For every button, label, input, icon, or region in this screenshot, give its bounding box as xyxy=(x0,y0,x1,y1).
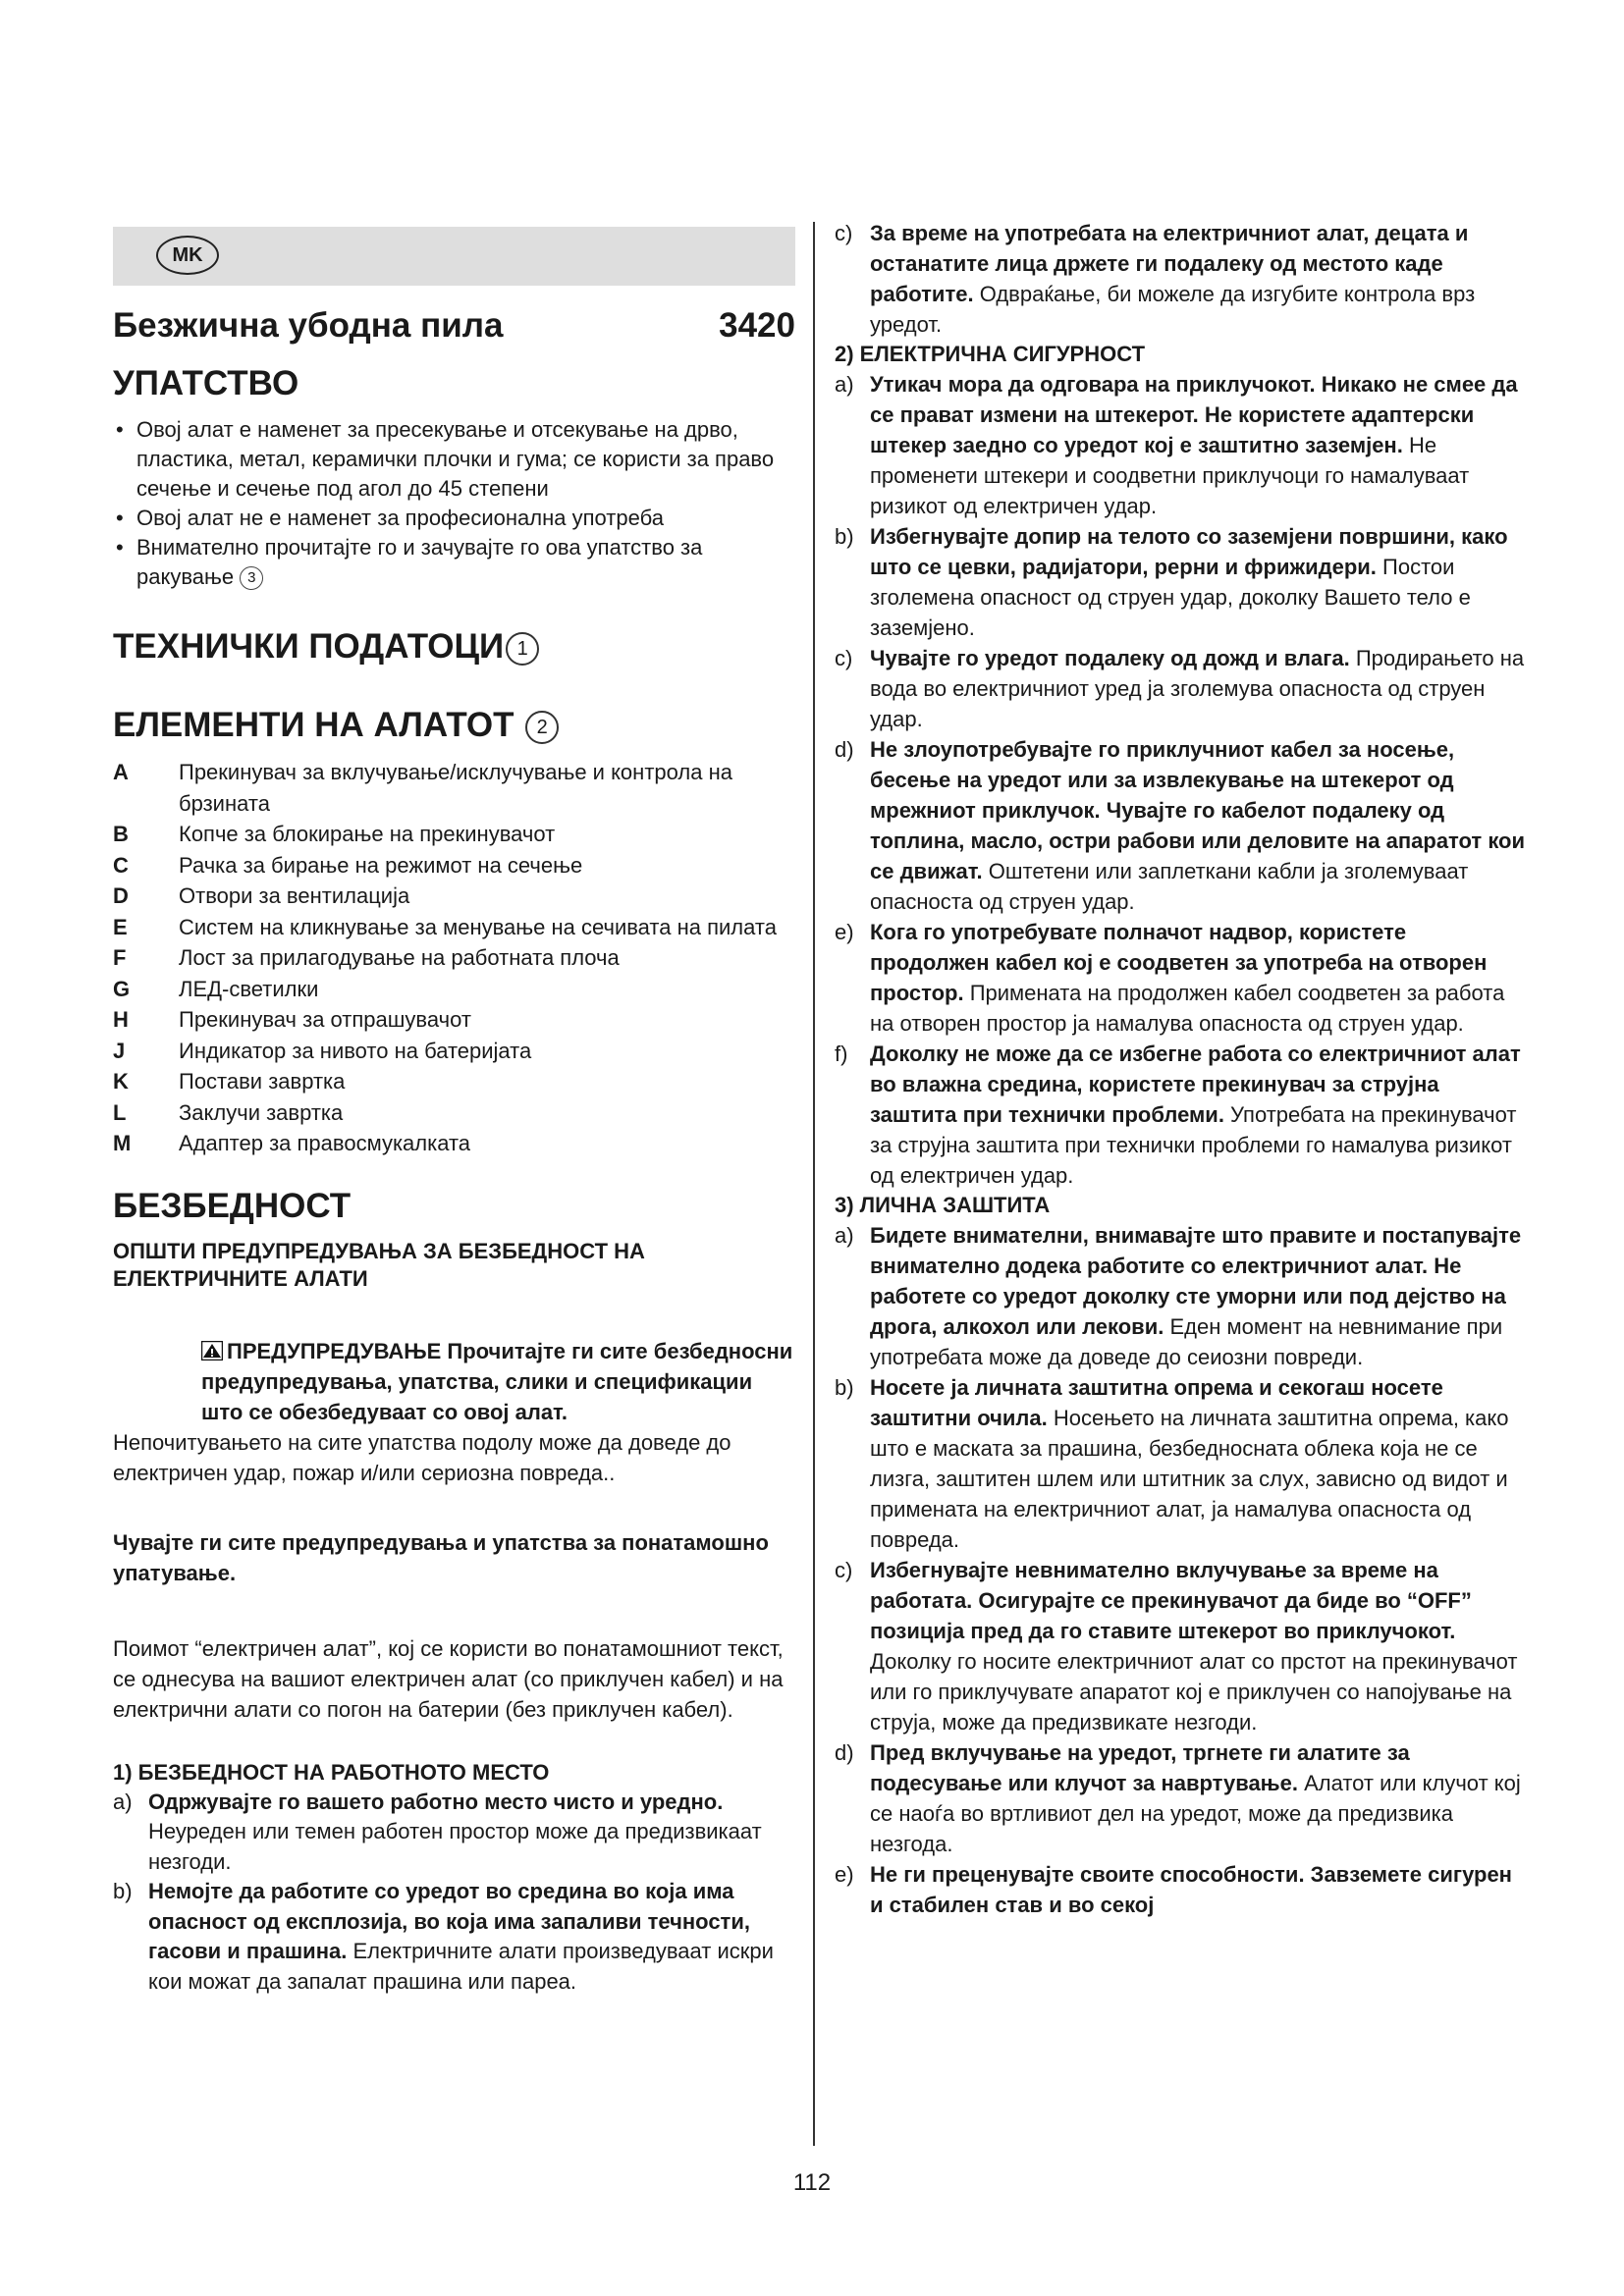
list-item: • Овој алат е наменет за пресекување и отсекување на дрво, пластика, метал, керамички плочки и гума; се користи за право сечење и сечење под агол до 45 степени xyxy=(113,415,795,504)
title-row xyxy=(113,307,795,345)
element-text: Адаптер за правосмукалката xyxy=(179,1131,471,1155)
warning-bold: ПРЕДУПРЕДУВАЊЕ Прочитајте ги сите безбедносни предупредувања, упатства, слики и спецификации што се обезбедуваат со овој алат. xyxy=(201,1338,793,1424)
item-text: Употребата на прекинувачот за струјна заштита при технички проблеми го намалува ризикот од електричен удар. xyxy=(870,1102,1517,1188)
element-text: Копче за блокирање на прекинувачот xyxy=(179,822,556,846)
list-item xyxy=(835,1372,1527,1555)
element-text: Заклучи завртка xyxy=(179,1099,344,1125)
element-letter: K xyxy=(113,1069,129,1094)
term-definition: Поимот “електричен алат”, кој се користи во понатамошниот текст, се однесува на вашиот електричен алат (со приклучен кабел) и на електрични алати со погон на батерии (без приклучен кабел). xyxy=(113,1635,784,1722)
element-text: Индикатор за нивото на батеријата xyxy=(179,1038,532,1063)
keep-instructions: Чувајте ги сите предупредувања и упатства за понатамошно упатување. xyxy=(113,1529,769,1585)
element-letter: B xyxy=(113,822,129,846)
item-label: e) xyxy=(835,1862,854,1887)
item-text: Електричните алати произведуваат искри кои можат да запалат прашина или пареа. xyxy=(148,1939,774,1994)
item-label: b) xyxy=(835,524,854,549)
warning-text: Непочитувањето на сите упатства подолу може да доведе до електричен удар, пожар и/или сериозна повреда.. xyxy=(113,1429,731,1485)
model-number: 3420 xyxy=(719,306,795,345)
item-label: d) xyxy=(835,1740,854,1765)
page-number: 112 xyxy=(792,2169,832,2196)
element-text: Прекинувач за отпрашувачот xyxy=(179,1007,471,1032)
item-label: b) xyxy=(835,1375,854,1400)
item-bold: Чувајте го уредот подалеку од дожд и влага. xyxy=(870,646,1350,670)
warning-block xyxy=(113,1336,795,1488)
list-item xyxy=(835,734,1527,917)
item-text: Примената на продолжен кабел соодветен за работа на отворен простор ја намалува опасноста од струен удар. xyxy=(870,981,1505,1036)
list-item xyxy=(835,218,1527,340)
item-text: Постои зголемена опасност од струен удар, доколку Вашето тело е заземјено. xyxy=(870,555,1471,640)
item-label: d) xyxy=(835,737,854,762)
item-text: Доколку го носите електричниот алат со прстот на прекинувачот или го приклучувате апаратот кој е приклучен со напојување на струја, може да предизвикате незгоди. xyxy=(870,1649,1518,1735)
element-text: Постави завртка xyxy=(179,1069,346,1094)
list-item xyxy=(113,1097,795,1129)
tool-elements-heading: ЕЛЕМЕНТИ НА АЛАТОТ 2 xyxy=(113,706,795,745)
warning-icon xyxy=(201,1341,223,1361)
item-text: Алатот или клучот кој се наоѓа во вртливиот дел на уредот, може да предизвика незгода. xyxy=(870,1771,1521,1856)
item-bold: Доколку не може да се избегне работа со електричниот алат во влажна средина, користете прекинувач за струјна заштита при технички проблеми. xyxy=(870,1041,1521,1127)
section-heading: 1) БЕЗБЕДНОСТ НА РАБОТНОТО МЕСТО xyxy=(113,1759,550,1785)
item-bold: Утикач мора да одговара на приклучокот. Никако не смее да се прават измени на штекерот. Не користете адаптерски штекер заедно со уредот кој е заштитно заземјен. xyxy=(870,372,1518,457)
left-column xyxy=(113,227,795,1997)
item-text: Еден момент на невнимание при употребата може да доведе до сеиозни повреди. xyxy=(870,1314,1503,1369)
element-letter: M xyxy=(113,1131,132,1155)
figure-ref: 1 xyxy=(506,632,539,666)
item-label: e) xyxy=(835,920,854,944)
tool-elements-list xyxy=(113,757,795,1159)
column-divider xyxy=(813,222,815,2146)
element-letter: A xyxy=(113,760,129,784)
element-text: Систем на кликнување за менување на сечивата на пилата xyxy=(179,914,777,939)
item-bold: Носете ја личната заштитна опрема и секогаш носете заштитни очила. xyxy=(870,1375,1443,1430)
item-label: c) xyxy=(835,221,853,245)
element-letter: H xyxy=(113,1007,129,1032)
item-bold: За време на употребата на електричниот алат, децата и останатите лица држете ги подалеку од местото каде работите. xyxy=(870,221,1469,306)
item-label: b) xyxy=(113,1879,133,1903)
list-item xyxy=(113,1004,795,1036)
section-2-list xyxy=(835,369,1527,1191)
item-label: c) xyxy=(835,646,853,670)
item-text: Носењето на личната заштитна опрема, како што е маската за прашина, безбедносната облека која не се лизга, заштитен шлем или штитник за слух, зависно од видот и примената на електричниот алат, ја намалува опасноста од повреда. xyxy=(870,1406,1509,1552)
list-item xyxy=(113,912,795,943)
section-heading: 2) ЕЛЕКТРИЧНА СИГУРНОСТ xyxy=(835,342,1146,366)
section-1-list xyxy=(113,1788,795,1998)
item-bold: Бидете внимателни, внимавајте што правите и постапувајте внимателно додека работите со електричниот алат. Не работете со уредот доколку сте уморни или под дејство на дрога, алкохол или лекови. xyxy=(870,1223,1522,1339)
item-bold: Одржувајте го вашето работно место чисто и уредно. xyxy=(148,1789,724,1814)
list-item xyxy=(113,881,795,912)
list-item: • Внимателно прочитајте го и зачувајте го ова упатство за ракување 3 xyxy=(113,533,795,592)
item-text: Продирањето на вода во електричниот уред ја зголемува опасноста од струен удар. xyxy=(870,646,1525,731)
element-letter: D xyxy=(113,883,129,908)
item-label: c) xyxy=(835,1558,853,1582)
list-item xyxy=(113,819,795,850)
list-item xyxy=(835,369,1527,521)
list-item xyxy=(835,1220,1527,1372)
list-item xyxy=(835,917,1527,1039)
list-item xyxy=(835,1555,1527,1737)
figure-ref: 3 xyxy=(240,566,263,590)
list-item xyxy=(113,757,795,819)
element-letter: E xyxy=(113,914,128,939)
element-text: Прекинувач за вклучување/исклучување и контрола на брзината xyxy=(179,760,732,816)
instructions-heading: УПАТСТВО xyxy=(113,364,299,402)
list-item xyxy=(835,1737,1527,1859)
element-letter: C xyxy=(113,852,129,878)
list-item xyxy=(113,1877,795,1997)
list-item xyxy=(835,521,1527,643)
list-item xyxy=(113,942,795,974)
list-item: • Овој алат не е наменет за професионална употреба xyxy=(113,504,795,533)
figure-ref: 2 xyxy=(525,711,559,744)
section-1-continued xyxy=(835,218,1527,340)
section-3-list xyxy=(835,1220,1527,1920)
list-item xyxy=(835,643,1527,734)
item-bold: Не злоупотребувајте го приклучниот кабел за носење, бесење на уредот или за извлекување на штекерот од мрежниот приклучок. Чувајте го кабелот подалеку од топлина, масло, остри рабови или деловите на апаратот кои се движат. xyxy=(870,737,1526,883)
language-band xyxy=(113,227,795,286)
language-badge: MK xyxy=(156,236,219,275)
right-column xyxy=(835,218,1527,1920)
list-item xyxy=(113,1128,795,1159)
item-bold: Кога го употребувате полначот надвор, користете продолжен кабел кој е соодветен за употреба на отворен простор. xyxy=(870,920,1488,1005)
item-label: a) xyxy=(113,1789,133,1814)
list-item xyxy=(113,850,795,881)
item-bold: Немојте да работите со уредот во средина во која има опасност од експлозија, во која има запаливи течности, гасови и прашина. xyxy=(148,1879,750,1963)
item-bold: Не ги преценувајте своите способности. Завземете сигурен и стабилен став и во секој xyxy=(870,1862,1512,1917)
section-heading: 3) ЛИЧНА ЗАШТИТА xyxy=(835,1193,1051,1217)
tech-data-heading: ТЕХНИЧКИ ПОДАТОЦИ 1 xyxy=(113,627,795,667)
element-text: Отвори за вентилација xyxy=(179,883,410,908)
element-letter: F xyxy=(113,945,127,970)
item-label: a) xyxy=(835,1223,854,1248)
instructions-list xyxy=(113,415,795,592)
item-label: a) xyxy=(835,372,854,397)
element-letter: L xyxy=(113,1099,127,1125)
safety-heading: БЕЗБЕДНОСТ xyxy=(113,1186,352,1225)
item-bold: Избегнувајте невнимателно вклучување за време на работата. Осигурајте се прекинувачот да биде во “OFF” позиција пред да го ставите штекерот во приклучокот. xyxy=(870,1558,1472,1643)
item-text: Не променети штекери и соодветни приклучоци го намалуваат ризикот од електричен удар. xyxy=(870,433,1470,518)
list-item xyxy=(113,1788,795,1878)
element-text: ЛЕД-светилки xyxy=(179,976,319,1001)
element-letter: G xyxy=(113,976,131,1001)
element-letter: J xyxy=(113,1038,126,1063)
item-label: f) xyxy=(835,1041,848,1066)
product-title: Безжична убодна пила xyxy=(113,306,504,345)
item-bold: Избегнувајте допир на телото со заземјени површини, како што се цевки, радијатори, рерни и фрижидери. xyxy=(870,524,1508,579)
item-text: Одвраќање, би можеле да изгубите контрола врз уредот. xyxy=(870,282,1476,337)
list-item xyxy=(835,1039,1527,1191)
element-text: Рачка за бирање на режимот на сечење xyxy=(179,852,583,878)
list-item xyxy=(113,1066,795,1097)
item-bold: Пред вклучување на уредот, тргнете ги алатите за подесување или клучот за навртување. xyxy=(870,1740,1410,1795)
item-text: Неуреден или темен работен простор може да предизвикаат незгоди. xyxy=(148,1819,762,1874)
list-item xyxy=(835,1859,1527,1920)
element-text: Лост за прилагодување на работната плоча xyxy=(179,945,620,970)
safety-subheading: ОПШТИ ПРЕДУПРЕДУВАЊА ЗА БЕЗБЕДНОСТ НА ЕЛЕКТРИЧНИТЕ АЛАТИ xyxy=(113,1238,645,1291)
list-item xyxy=(113,974,795,1005)
item-text: Оштетени или заплеткани кабли ја зголемуваат опасноста од струен удар. xyxy=(870,859,1469,914)
list-item xyxy=(113,1036,795,1067)
